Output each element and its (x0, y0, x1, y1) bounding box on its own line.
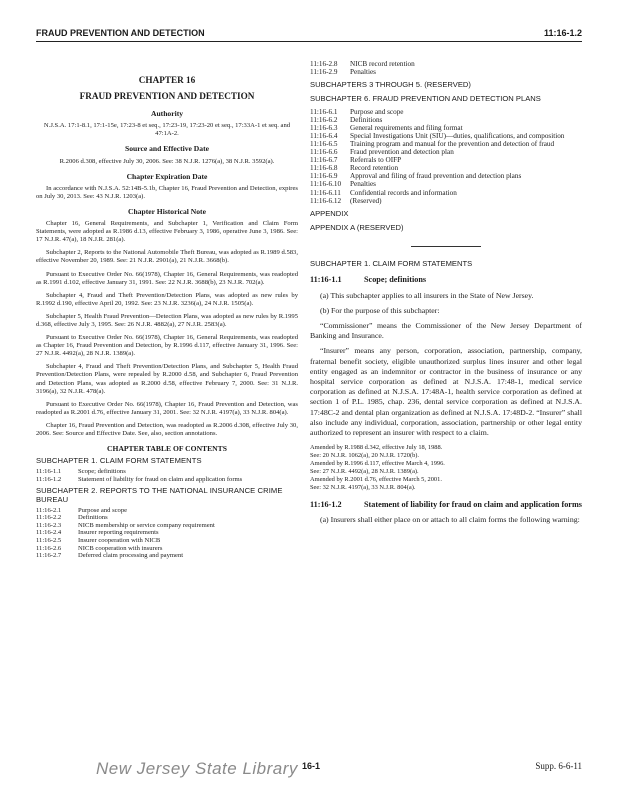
toc-list (310, 108, 582, 205)
history-line: See: 27 N.J.R. 4492(a), 28 N.J.R. 1389(a). (310, 468, 419, 476)
toc-item-number: 11:16-1.2 (36, 475, 62, 483)
toc-item (310, 189, 582, 197)
toc-item (310, 156, 582, 164)
toc-heading: CHAPTER TABLE OF CONTENTS (107, 444, 227, 454)
toc-item-title: Statement of liability for fraud on claim and application forms (78, 475, 243, 483)
toc-item (310, 68, 582, 76)
left-column (36, 60, 298, 728)
toc-item-number: 11:16-2.7 (36, 552, 62, 560)
expiration-heading: Chapter Expiration Date (126, 171, 208, 181)
history-line: Amended by R.1988 d.342, effective July 18, 1988. (310, 444, 443, 452)
page-number: 16-1 (302, 761, 321, 771)
toc-item (36, 514, 298, 522)
toc-subchapter-1: SUBCHAPTER 1. CLAIM FORM STATEMENTS (36, 456, 202, 466)
section-number: 11:16-1.2 (310, 500, 342, 510)
toc-item-title: Penalties (350, 68, 376, 77)
history-paragraph: Chapter 16, General Requirements, and Subchapter 1, Verification and Claim Form Statements, were adopted as R.1986 d.13, effective February 3, 1986, operative June 3, 1986. See: 17 N.J.R. 47(a), 18 N.J.R. 281(a). (36, 220, 298, 244)
toc-item (310, 164, 582, 172)
toc-item-number: 11:16-2.2 (36, 514, 62, 522)
toc-item-title: NICB cooperation with insurers (78, 544, 163, 552)
toc-item-title: Definitions (350, 115, 383, 124)
definition-commissioner: “Commissioner” means the Commissioner of the New Jersey Department of Banking and Insurance. (310, 320, 582, 341)
toc-item-number: 11:16-1.1 (36, 468, 62, 476)
history-line: Amended by R.1996 d.117, effective March 4, 1996. (310, 460, 445, 468)
subchapter-1-title: SUBCHAPTER 1. CLAIM FORM STATEMENTS (310, 259, 473, 269)
toc-item-number: 11:16-6.2 (310, 115, 338, 124)
toc-item-number: 11:16-6.1 (310, 107, 338, 116)
toc-item-number: 11:16-2.4 (36, 529, 62, 537)
toc-item-title: General requirements and filing format (350, 123, 463, 132)
toc-item (36, 476, 298, 484)
section-title: Scope; definitions (364, 275, 427, 285)
toc-subchapter-6: SUBCHAPTER 6. FRAUD PREVENTION AND DETECTION PLANS (310, 94, 541, 104)
toc-item-title: Insurer reporting requirements (78, 529, 159, 537)
toc-item (36, 552, 298, 560)
toc-item (310, 116, 582, 124)
toc-item-title: Purpose and scope (350, 107, 404, 116)
running-header (36, 24, 582, 42)
toc-item-title: NICB record retention (350, 60, 415, 68)
toc-item-title: Deferred claim processing and payment (78, 552, 184, 560)
toc-item-number: 11:16-2.8 (310, 60, 338, 68)
toc-item (310, 180, 582, 188)
toc-item-title: Scope; definitions (78, 468, 126, 476)
toc-item-number: 11:16-2.3 (36, 521, 62, 529)
toc-item (36, 537, 298, 545)
history-line: See: 20 N.J.R. 1062(a), 20 N.J.R. 1720(b). (310, 452, 419, 460)
chapter-title: FRAUD PREVENTION AND DETECTION (79, 91, 255, 102)
toc-item (310, 108, 582, 116)
toc-item (310, 132, 582, 140)
toc-appendix: APPENDIX (310, 208, 349, 218)
history-paragraph: Pursuant to Executive Order No. 66(1978), Chapter 16, Fraud Prevention and Detection, was readopted as R.2001 d.76, effective January 31, 2001. See: 32 N.J.R. 4197(a), 33 N.J.R. 804(a). (36, 400, 298, 416)
toc-item-title: Penalties (350, 180, 376, 189)
toc-item-number: 11:16-6.10 (310, 180, 342, 189)
history-line: Amended by R.2001 d.76, effective March 5, 2001. (310, 476, 442, 484)
toc-item-number: 11:16-2.1 (36, 506, 62, 514)
history-paragraph: Subchapter 4, Fraud and Theft Prevention/Detection Plans, and Subchapter 5, Health Fraud Prevention/Detection Plans, were repealed by R.2000 d.58, and Subchapter 6, Fraud Prevention and Detection Plans, was adopted as R.2000 d.58, effective February 7, 2000. See: 31 N.J.R. 3196(a), 32 N.J.R. 478(a). (36, 363, 298, 395)
toc-item-title: Definitions (78, 514, 108, 522)
authority-text: N.J.S.A. 17:1-8.1, 17:1-15e, 17:23-8 et seq., 17:23-19, 17:23-20 et seq., 17:33A-1 et seq. and 47:1A-2. (43, 122, 291, 138)
toc-subchapters-3-5: SUBCHAPTERS 3 THROUGH 5. (RESERVED) (310, 80, 471, 90)
toc-item-title: Confidential records and information (350, 188, 457, 197)
toc-item-number: 11:16-2.5 (36, 537, 62, 545)
toc-appendix-a: APPENDIX A (RESERVED) (310, 222, 404, 232)
toc-item-title: (Reserved) (350, 196, 382, 205)
section-title: Statement of liability for fraud on claim and application forms (364, 500, 582, 510)
history-paragraph: Pursuant to Executive Order No. 66(1978), Chapter 16, General Requirements, was readopted as Chapter 16, Fraud Prevention and Detection, by R.1996 d.117, effective January 31, 1996. See: 27 N.J.R. 4492(a), 28 N.J.R. 1389(a). (36, 334, 298, 358)
header-rule (36, 41, 582, 42)
toc-item-number: 11:16-6.5 (310, 139, 338, 148)
toc-item (310, 197, 582, 205)
toc-item (36, 545, 298, 553)
toc-item-title: Fraud prevention and detection plan (350, 148, 454, 157)
toc-item-title: Insurer cooperation with NICB (78, 537, 161, 545)
toc-item-number: 11:16-6.7 (310, 156, 338, 165)
toc-item (36, 468, 298, 476)
chapter-number: CHAPTER 16 (138, 75, 196, 85)
toc-item-title: Record retention (350, 164, 399, 173)
right-column (310, 60, 582, 728)
header-section: 11:16-1.2 (543, 28, 582, 38)
toc-list (36, 468, 298, 483)
toc-item-title: Approval and filing of fraud prevention and detection plans (350, 172, 522, 181)
source-text: R.2006 d.308, effective July 30, 2006. See: 38 N.J.R. 1276(a), 38 N.J.R. 3592(a). (59, 157, 275, 165)
toc-item-number: 11:16-6.3 (310, 123, 338, 132)
paragraph-a: (a) Insurers shall either place on or attach to all claim forms the following warning: (320, 515, 580, 525)
toc-item (310, 172, 582, 180)
toc-list (310, 60, 582, 76)
toc-item-number: 11:16-6.9 (310, 172, 338, 181)
toc-item (310, 124, 582, 132)
section-divider (411, 246, 481, 247)
toc-item-title: Special Investigations Unit (SIU)—duties, qualifications, and composition (350, 131, 565, 140)
section-heading-1-1 (310, 275, 582, 285)
history-paragraph: Subchapter 2, Reports to the National Automobile Theft Bureau, was adopted as R.1989 d.583, effective November 20, 1989. See: 21 N.J.R. 2901(a), 21 N.J.R. 3668(b). (36, 249, 298, 265)
section-history (310, 444, 582, 492)
section-heading-1-2 (310, 500, 582, 510)
history-heading: Chapter Historical Note (128, 206, 206, 216)
toc-item-title: Referrals to OIFP (350, 156, 402, 165)
toc-subchapter-2: SUBCHAPTER 2. REPORTS TO THE NATIONAL INSURANCE CRIME BUREAU (36, 486, 283, 504)
authority-heading: Authority (150, 109, 184, 119)
toc-item-number: 11:16-6.8 (310, 164, 338, 173)
toc-item-number: 11:16-2.6 (36, 544, 62, 552)
toc-item-number: 11:16-6.12 (310, 196, 342, 205)
toc-item (310, 140, 582, 148)
toc-item-title: Purpose and scope (78, 506, 128, 514)
history-paragraph: Subchapter 4, Fraud and Theft Prevention/Detection Plans, was adopted as new rules by R.1992 d.190, effective April 20, 1992. See: 23 N.J.R. 3236(a), 24 N.J.R. 1505(a). (36, 291, 298, 307)
toc-item (36, 529, 298, 537)
toc-item (310, 60, 582, 68)
library-watermark: New Jersey State Library (96, 759, 298, 778)
paragraph-a: (a) This subchapter applies to all insurers in the State of New Jersey. (320, 290, 534, 300)
toc-item-title: NICB membership or service company requirement (78, 521, 215, 529)
definition-insurer: “Insurer” means any person, corporation, association, partnership, company, fraternal benefit society, eligible unauthorized surplus lines insurer and other legal entity engaged as an indemnitor or contractor in the business of insurance or any hospital service corporation as defined at N.J.S.A. 17:48-1, medical service corporation as defined at N.J.S.A. 17:48A-1, health service corporation as defined at section 1 of P.L. 1985, chap. 236, dental service corporation as defined at N.J.S.A. 17:48C-2 and dental plan organization as defined at N.J.S.A. 17:48D-2. “Insurer” shall also include any individual, corporation, association, partnership or other legal entity authorized to represent an insurer with respect to a claim. (310, 346, 582, 437)
toc-item-number: 11:16-6.4 (310, 131, 338, 140)
toc-item (310, 148, 582, 156)
toc-item-title: Training program and manual for the prevention and detection of fraud (350, 139, 555, 148)
toc-item (36, 522, 298, 530)
supplement-date: Supp. 6-6-11 (535, 761, 582, 771)
header-title: FRAUD PREVENTION AND DETECTION (36, 28, 205, 38)
toc-item-number: 11:16-6.11 (310, 188, 341, 197)
expiration-text: In accordance with N.J.S.A. 52:14B-5.1b, Chapter 16, Fraud Prevention and Detection, expires on July 30, 2013. See: 43 N.J.R. 1203(a). (36, 184, 298, 200)
paragraph-b: (b) For the purpose of this subchapter: (320, 305, 440, 315)
page-footer (36, 757, 582, 787)
toc-list (36, 507, 298, 560)
toc-item-number: 11:16-6.6 (310, 148, 338, 157)
history-line: See: 32 N.J.R. 4197(a), 33 N.J.R. 804(a). (310, 484, 416, 492)
history-paragraph: Subchapter 5, Health Fraud Prevention—Detection Plans, was adopted as new rules by R.1995 d.368, effective July 3, 1995. See: 26 N.J.R. 4882(a), 27 N.J.R. 2583(a). (36, 312, 298, 328)
toc-item (36, 507, 298, 515)
toc-item-number: 11:16-2.9 (310, 68, 338, 77)
section-number: 11:16-1.1 (310, 275, 342, 285)
source-heading: Source and Effective Date (124, 144, 209, 154)
history-paragraph: Chapter 16, Fraud Prevention and Detection, was readopted as R.2006 d.308, effective July 30, 2006. See: Source and Effective Date. See, also, section annotations. (36, 421, 298, 437)
history-paragraph: Pursuant to Executive Order No. 66(1978), Chapter 16, General Requirements, was readopted as R.1991 d.102, effective January 31, 1991. See: 22 N.J.R. 3688(b), 23 N.J.R. 702(a). (36, 270, 298, 286)
